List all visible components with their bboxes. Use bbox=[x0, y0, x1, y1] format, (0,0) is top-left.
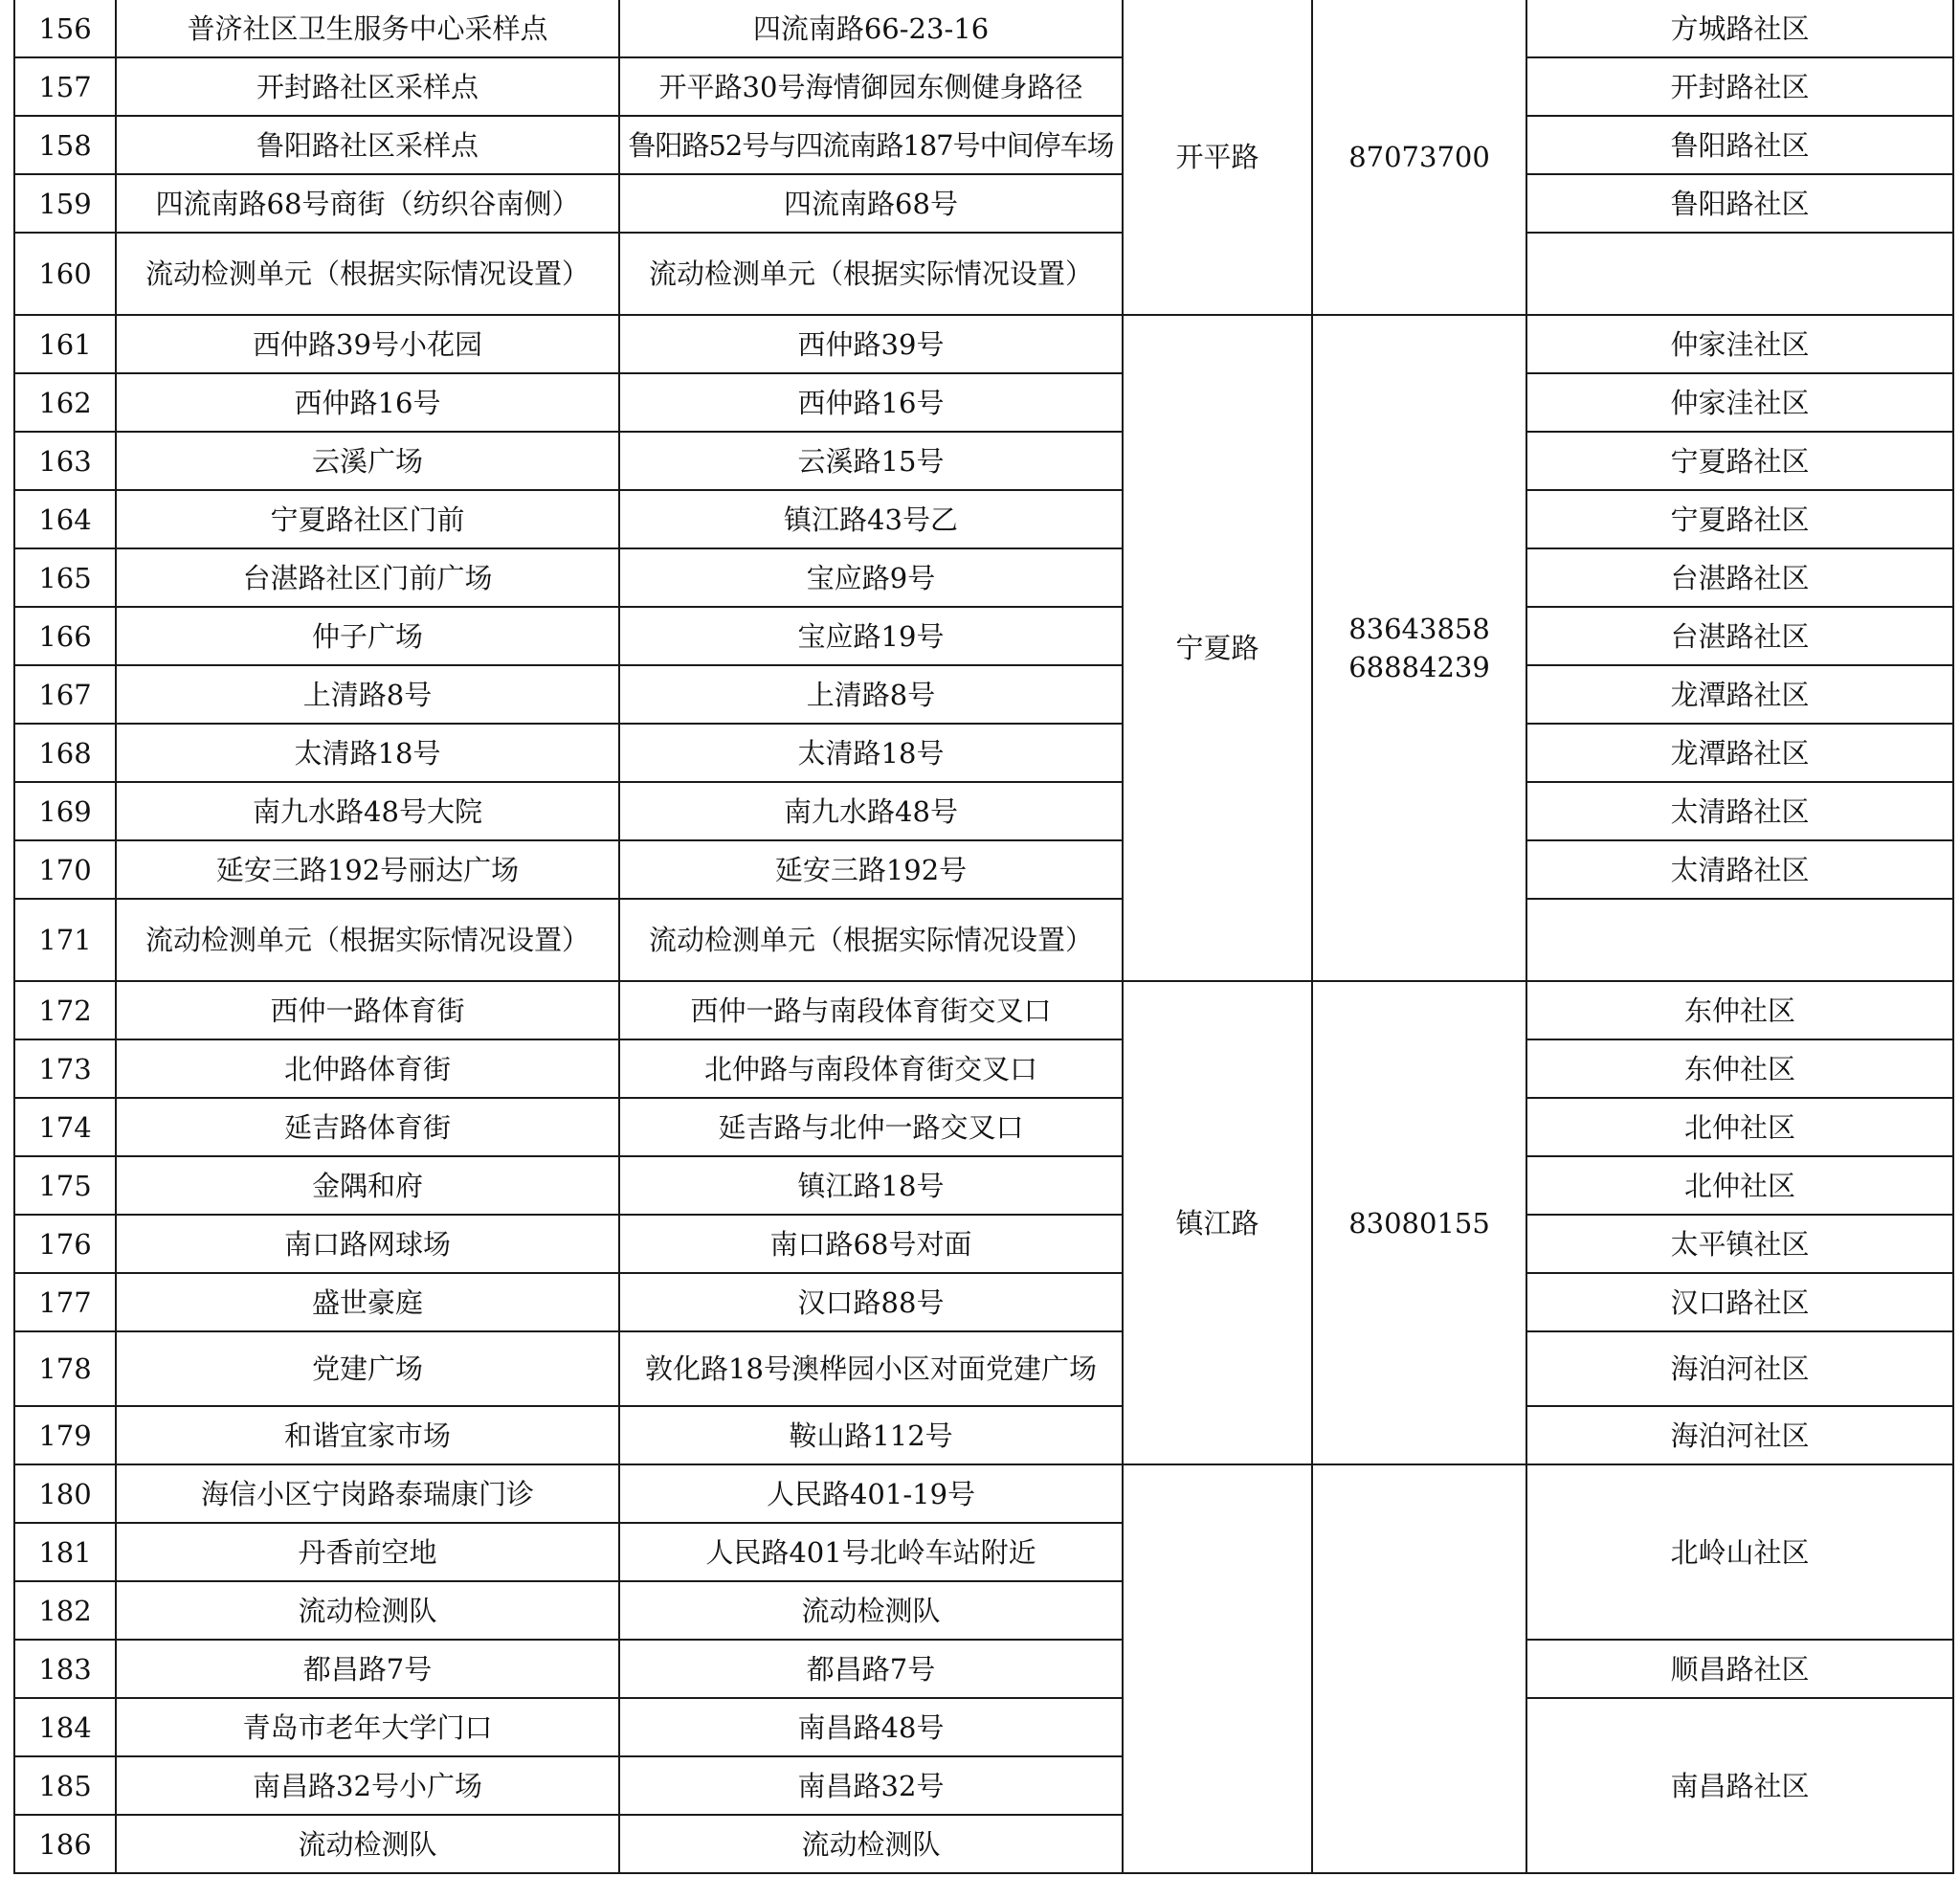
site-address: 南九水路48号 bbox=[619, 782, 1123, 840]
street-office: 开平路 bbox=[1123, 0, 1312, 315]
row-number: 160 bbox=[14, 233, 116, 315]
site-name: 和谐宜家市场 bbox=[116, 1406, 619, 1464]
row-number: 163 bbox=[14, 432, 116, 490]
community-name bbox=[1526, 899, 1953, 981]
community-name: 太清路社区 bbox=[1526, 840, 1953, 899]
table-row bbox=[14, 373, 1953, 432]
row-number: 164 bbox=[14, 490, 116, 548]
row-number: 173 bbox=[14, 1039, 116, 1098]
community-name: 太清路社区 bbox=[1526, 782, 1953, 840]
site-address: 南昌路32号 bbox=[619, 1756, 1123, 1815]
site-name: 四流南路68号商街（纺织谷南侧） bbox=[116, 174, 619, 233]
community-name: 仲家洼社区 bbox=[1526, 315, 1953, 373]
site-address: 北仲路与南段体育街交叉口 bbox=[619, 1039, 1123, 1098]
row-number: 182 bbox=[14, 1581, 116, 1640]
site-address: 流动检测队 bbox=[619, 1815, 1123, 1873]
community-name: 海泊河社区 bbox=[1526, 1331, 1953, 1406]
row-number: 181 bbox=[14, 1523, 116, 1581]
street-office bbox=[1123, 1464, 1312, 1873]
site-name: 西仲一路体育街 bbox=[116, 981, 619, 1039]
row-number: 156 bbox=[14, 0, 116, 57]
row-number: 183 bbox=[14, 1640, 116, 1698]
table-row bbox=[14, 233, 1953, 315]
site-address: 延安三路192号 bbox=[619, 840, 1123, 899]
table-row bbox=[14, 1098, 1953, 1156]
site-address: 鞍山路112号 bbox=[619, 1406, 1123, 1464]
table-row bbox=[14, 0, 1953, 57]
community-name: 鲁阳路社区 bbox=[1526, 174, 1953, 233]
row-number: 170 bbox=[14, 840, 116, 899]
site-address: 上清路8号 bbox=[619, 665, 1123, 724]
table-row bbox=[14, 1406, 1953, 1464]
row-number: 165 bbox=[14, 548, 116, 607]
site-name: 西仲路39号小花园 bbox=[116, 315, 619, 373]
site-address: 四流南路68号 bbox=[619, 174, 1123, 233]
site-name: 丹香前空地 bbox=[116, 1523, 619, 1581]
row-number: 171 bbox=[14, 899, 116, 981]
table-row bbox=[14, 548, 1953, 607]
site-name: 普济社区卫生服务中心采样点 bbox=[116, 0, 619, 57]
community-name: 鲁阳路社区 bbox=[1526, 116, 1953, 174]
site-address: 都昌路7号 bbox=[619, 1640, 1123, 1698]
community-name: 龙潭路社区 bbox=[1526, 665, 1953, 724]
contact-phone: 87073700 bbox=[1312, 0, 1526, 315]
row-number: 178 bbox=[14, 1331, 116, 1406]
community-name: 北仲社区 bbox=[1526, 1156, 1953, 1215]
table-row bbox=[14, 116, 1953, 174]
row-number: 180 bbox=[14, 1464, 116, 1523]
table-row bbox=[14, 490, 1953, 548]
row-number: 184 bbox=[14, 1698, 116, 1756]
site-address: 宝应路19号 bbox=[619, 607, 1123, 665]
community-name: 汉口路社区 bbox=[1526, 1273, 1953, 1331]
community-name: 台湛路社区 bbox=[1526, 548, 1953, 607]
table-row bbox=[14, 1464, 1953, 1523]
site-address: 延吉路与北仲一路交叉口 bbox=[619, 1098, 1123, 1156]
community-name: 龙潭路社区 bbox=[1526, 724, 1953, 782]
site-name: 开封路社区采样点 bbox=[116, 57, 619, 116]
row-number: 166 bbox=[14, 607, 116, 665]
testing-site-table bbox=[13, 0, 1954, 1874]
table-row bbox=[14, 1039, 1953, 1098]
table-row bbox=[14, 1331, 1953, 1406]
site-name: 云溪广场 bbox=[116, 432, 619, 490]
row-number: 175 bbox=[14, 1156, 116, 1215]
site-name: 鲁阳路社区采样点 bbox=[116, 116, 619, 174]
site-name: 流动检测队 bbox=[116, 1581, 619, 1640]
community-name: 东仲社区 bbox=[1526, 1039, 1953, 1098]
site-name: 上清路8号 bbox=[116, 665, 619, 724]
site-name: 延吉路体育街 bbox=[116, 1098, 619, 1156]
table-row bbox=[14, 724, 1953, 782]
site-name: 党建广场 bbox=[116, 1331, 619, 1406]
contact-phone-1: 83643858 bbox=[1348, 613, 1490, 645]
contact-phone-2: 68884239 bbox=[1348, 651, 1490, 683]
community-name: 开封路社区 bbox=[1526, 57, 1953, 116]
table-row bbox=[14, 57, 1953, 116]
site-address: 西仲路39号 bbox=[619, 315, 1123, 373]
table-row bbox=[14, 432, 1953, 490]
community-name: 顺昌路社区 bbox=[1526, 1640, 1953, 1698]
table-row bbox=[14, 1156, 1953, 1215]
site-name: 流动检测队 bbox=[116, 1815, 619, 1873]
community-name: 宁夏路社区 bbox=[1526, 490, 1953, 548]
site-address: 流动检测队 bbox=[619, 1581, 1123, 1640]
site-name: 流动检测单元（根据实际情况设置） bbox=[116, 233, 619, 315]
site-name: 金隅和府 bbox=[116, 1156, 619, 1215]
row-number: 176 bbox=[14, 1215, 116, 1273]
row-number: 172 bbox=[14, 981, 116, 1039]
table-row bbox=[14, 315, 1953, 373]
row-number: 158 bbox=[14, 116, 116, 174]
row-number: 177 bbox=[14, 1273, 116, 1331]
row-number: 157 bbox=[14, 57, 116, 116]
site-address: 南口路68号对面 bbox=[619, 1215, 1123, 1273]
table-row bbox=[14, 899, 1953, 981]
site-address: 西仲路16号 bbox=[619, 373, 1123, 432]
site-name: 西仲路16号 bbox=[116, 373, 619, 432]
site-name: 太清路18号 bbox=[116, 724, 619, 782]
site-address: 宝应路9号 bbox=[619, 548, 1123, 607]
site-address: 汉口路88号 bbox=[619, 1273, 1123, 1331]
community-name: 台湛路社区 bbox=[1526, 607, 1953, 665]
site-name: 流动检测单元（根据实际情况设置） bbox=[116, 899, 619, 981]
site-address: 镇江路18号 bbox=[619, 1156, 1123, 1215]
table-row bbox=[14, 174, 1953, 233]
site-address: 流动检测单元（根据实际情况设置） bbox=[619, 233, 1123, 315]
community-name: 仲家洼社区 bbox=[1526, 373, 1953, 432]
community-name bbox=[1526, 233, 1953, 315]
site-address: 太清路18号 bbox=[619, 724, 1123, 782]
table-row bbox=[14, 981, 1953, 1039]
row-number: 159 bbox=[14, 174, 116, 233]
contact-phone: 83080155 bbox=[1312, 981, 1526, 1464]
row-number: 162 bbox=[14, 373, 116, 432]
table-row bbox=[14, 1273, 1953, 1331]
site-name: 仲子广场 bbox=[116, 607, 619, 665]
site-name: 南口路网球场 bbox=[116, 1215, 619, 1273]
contact-phone bbox=[1312, 315, 1526, 981]
site-address: 西仲一路与南段体育街交叉口 bbox=[619, 981, 1123, 1039]
site-address: 人民路401-19号 bbox=[619, 1464, 1123, 1523]
community-name: 太平镇社区 bbox=[1526, 1215, 1953, 1273]
site-address: 流动检测单元（根据实际情况设置） bbox=[619, 899, 1123, 981]
community-name: 宁夏路社区 bbox=[1526, 432, 1953, 490]
row-number: 179 bbox=[14, 1406, 116, 1464]
site-name: 盛世豪庭 bbox=[116, 1273, 619, 1331]
table-row bbox=[14, 782, 1953, 840]
row-number: 168 bbox=[14, 724, 116, 782]
site-name: 延安三路192号丽达广场 bbox=[116, 840, 619, 899]
row-number: 185 bbox=[14, 1756, 116, 1815]
site-address: 人民路401号北岭车站附近 bbox=[619, 1523, 1123, 1581]
community-name: 南昌路社区 bbox=[1526, 1698, 1953, 1873]
site-name: 海信小区宁岗路泰瑞康门诊 bbox=[116, 1464, 619, 1523]
table-row bbox=[14, 607, 1953, 665]
site-address: 敦化路18号澳桦园小区对面党建广场 bbox=[619, 1331, 1123, 1406]
community-name: 北仲社区 bbox=[1526, 1098, 1953, 1156]
site-address: 镇江路43号乙 bbox=[619, 490, 1123, 548]
community-name: 海泊河社区 bbox=[1526, 1406, 1953, 1464]
site-name: 南昌路32号小广场 bbox=[116, 1756, 619, 1815]
row-number: 169 bbox=[14, 782, 116, 840]
table-row bbox=[14, 1215, 1953, 1273]
row-number: 174 bbox=[14, 1098, 116, 1156]
site-address: 开平路30号海情御园东侧健身路径 bbox=[619, 57, 1123, 116]
community-name: 东仲社区 bbox=[1526, 981, 1953, 1039]
row-number: 186 bbox=[14, 1815, 116, 1873]
site-name: 宁夏路社区门前 bbox=[116, 490, 619, 548]
table-row bbox=[14, 840, 1953, 899]
contact-phone bbox=[1312, 1464, 1526, 1873]
street-office: 镇江路 bbox=[1123, 981, 1312, 1464]
site-address: 云溪路15号 bbox=[619, 432, 1123, 490]
row-number: 167 bbox=[14, 665, 116, 724]
community-name: 北岭山社区 bbox=[1526, 1464, 1953, 1640]
site-address: 鲁阳路52号与四流南路187号中间停车场 bbox=[619, 116, 1123, 174]
site-name: 青岛市老年大学门口 bbox=[116, 1698, 619, 1756]
table-row bbox=[14, 1640, 1953, 1698]
table-row bbox=[14, 1698, 1953, 1756]
street-office: 宁夏路 bbox=[1123, 315, 1312, 981]
table-row bbox=[14, 665, 1953, 724]
site-name: 都昌路7号 bbox=[116, 1640, 619, 1698]
row-number: 161 bbox=[14, 315, 116, 373]
site-address: 四流南路66-23-16 bbox=[619, 0, 1123, 57]
community-name: 方城路社区 bbox=[1526, 0, 1953, 57]
site-name: 台湛路社区门前广场 bbox=[116, 548, 619, 607]
site-name: 北仲路体育街 bbox=[116, 1039, 619, 1098]
site-address: 南昌路48号 bbox=[619, 1698, 1123, 1756]
site-name: 南九水路48号大院 bbox=[116, 782, 619, 840]
